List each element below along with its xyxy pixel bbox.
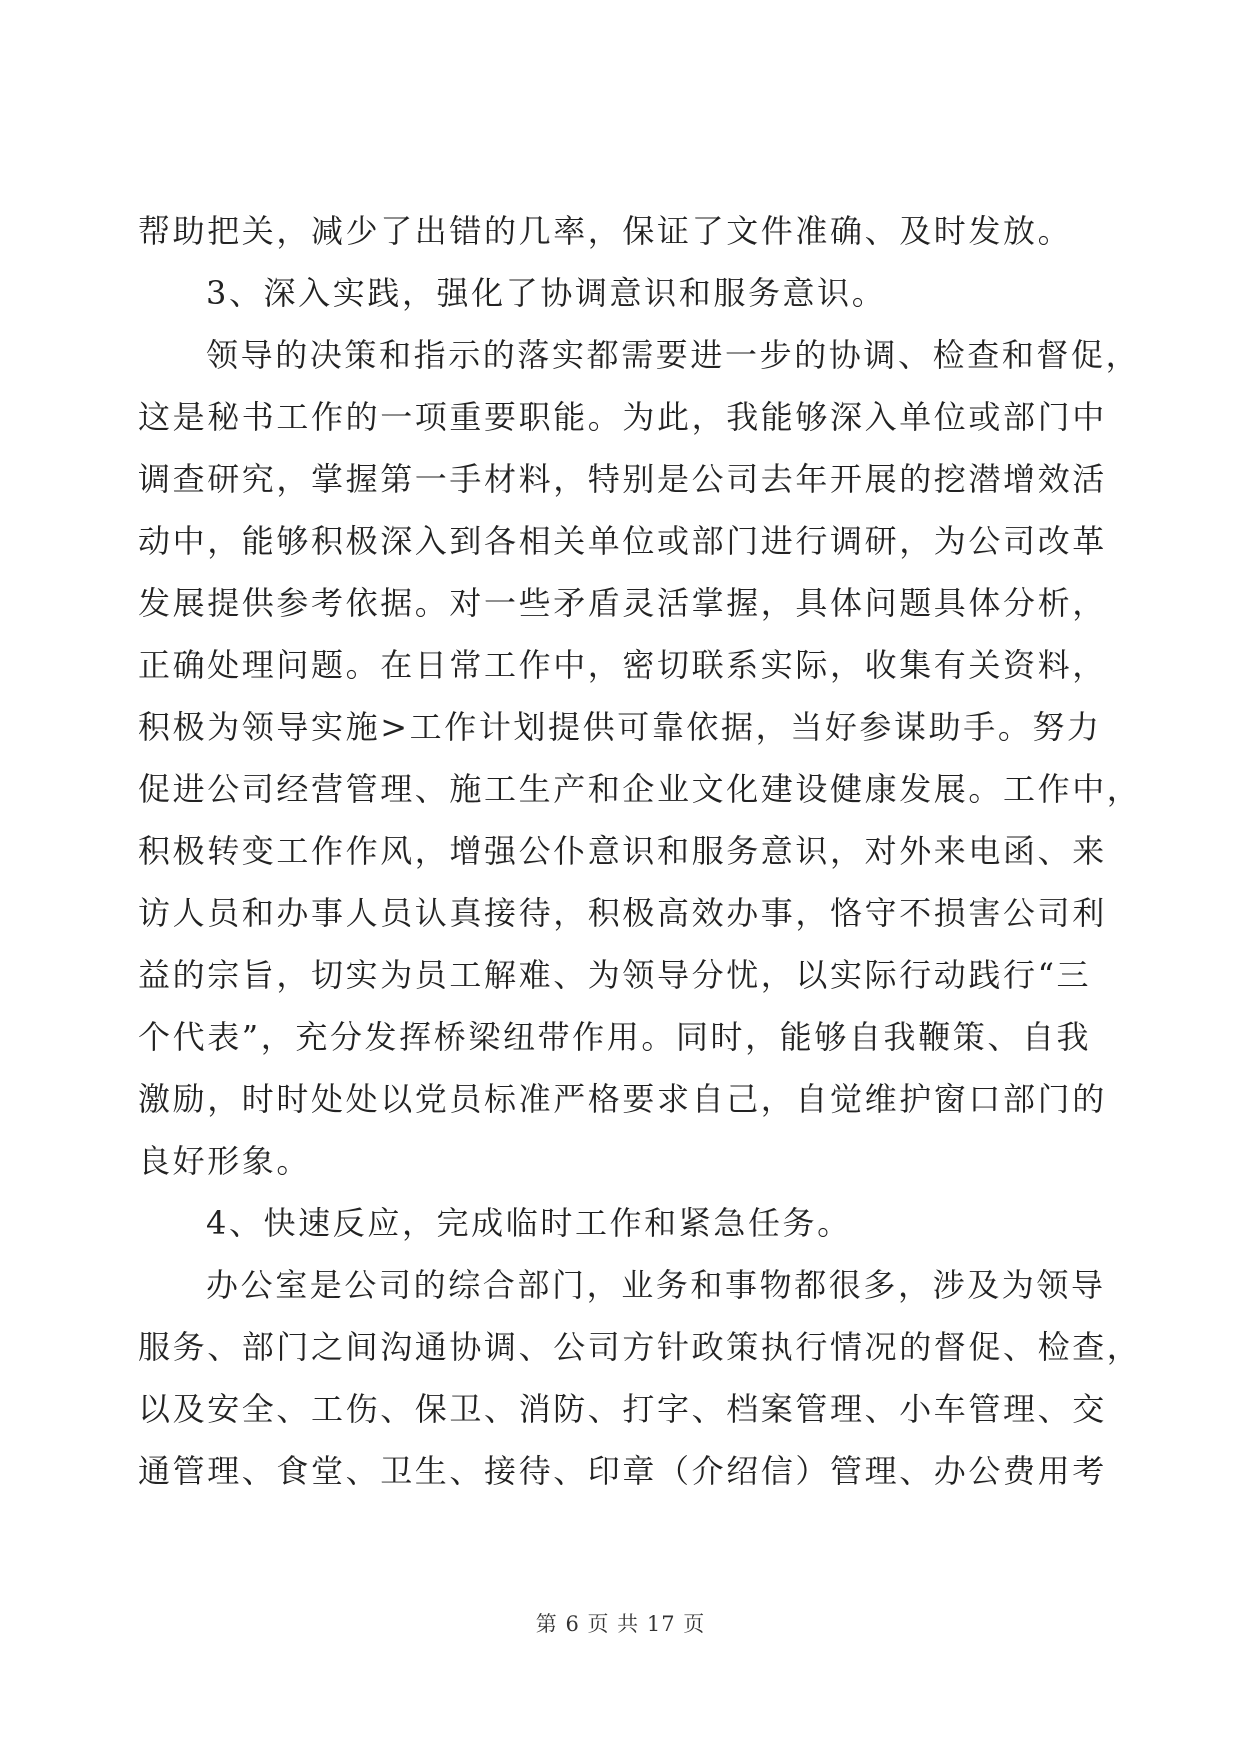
text-line: 调查研究，掌握第一手材料，特别是公司去年开展的挖潜增效活 (138, 460, 1107, 498)
text-line: 良好形象。 (138, 1142, 312, 1180)
text-line: 积极转变工作作风，增强公仆意识和服务意识，对外来电函、来 (138, 832, 1107, 870)
text-line: 益的宗旨，切实为员工解难、为领导分忧，以实际行动践行“三 (138, 956, 1092, 994)
text-line: 动中，能够积极深入到各相关单位或部门进行调研，为公司改革 (138, 522, 1107, 560)
section-heading: 4、快速反应，完成临时工作和紧急任务。 (206, 1204, 852, 1242)
text-line: 发展提供参考依据。对一些矛盾灵活掌握，具体问题具体分析， (138, 584, 1107, 622)
text-line: 通管理、食堂、卫生、接待、印章（介绍信）管理、办公费用考 (138, 1452, 1107, 1490)
section-heading: 3、深入实践，强化了协调意识和服务意识。 (206, 274, 887, 312)
text-line: 领导的决策和指示的落实都需要进一步的协调、检查和督促， (206, 336, 1141, 374)
text-line: 办公室是公司的综合部门，业务和事物都很多，涉及为领导 (206, 1266, 1106, 1304)
page-number-footer: 第 6 页 共 17 页 (535, 1612, 706, 1636)
text-line: 帮助把关，减少了出错的几率，保证了文件准确、及时发放。 (138, 212, 1073, 250)
text-line: 访人员和办事人员认真接待，积极高效办事，恪守不损害公司利 (138, 894, 1107, 932)
text-line: 促进公司经营管理、施工生产和企业文化建设健康发展。工作中， (138, 770, 1142, 808)
text-line: 服务、部门之间沟通协调、公司方针政策执行情况的督促、检查， (138, 1328, 1142, 1366)
text-line: 个代表”，充分发挥桥梁纽带作用。同时，能够自我鞭策、自我 (138, 1018, 1092, 1056)
text-line: 以及安全、工伤、保卫、消防、打字、档案管理、小车管理、交 (138, 1390, 1107, 1428)
text-line: 正确处理问题。在日常工作中，密切联系实际，收集有关资料， (138, 646, 1107, 684)
text-line: 这是秘书工作的一项重要职能。为此，我能够深入单位或部门中 (138, 398, 1107, 436)
text-line: 激励，时时处处以党员标准严格要求自己，自觉维护窗口部门的 (138, 1080, 1107, 1118)
document-body (138, 200, 1142, 1502)
text-line: 积极为领导实施>工作计划提供可靠依据，当好参谋助手。努力 (138, 708, 1102, 746)
